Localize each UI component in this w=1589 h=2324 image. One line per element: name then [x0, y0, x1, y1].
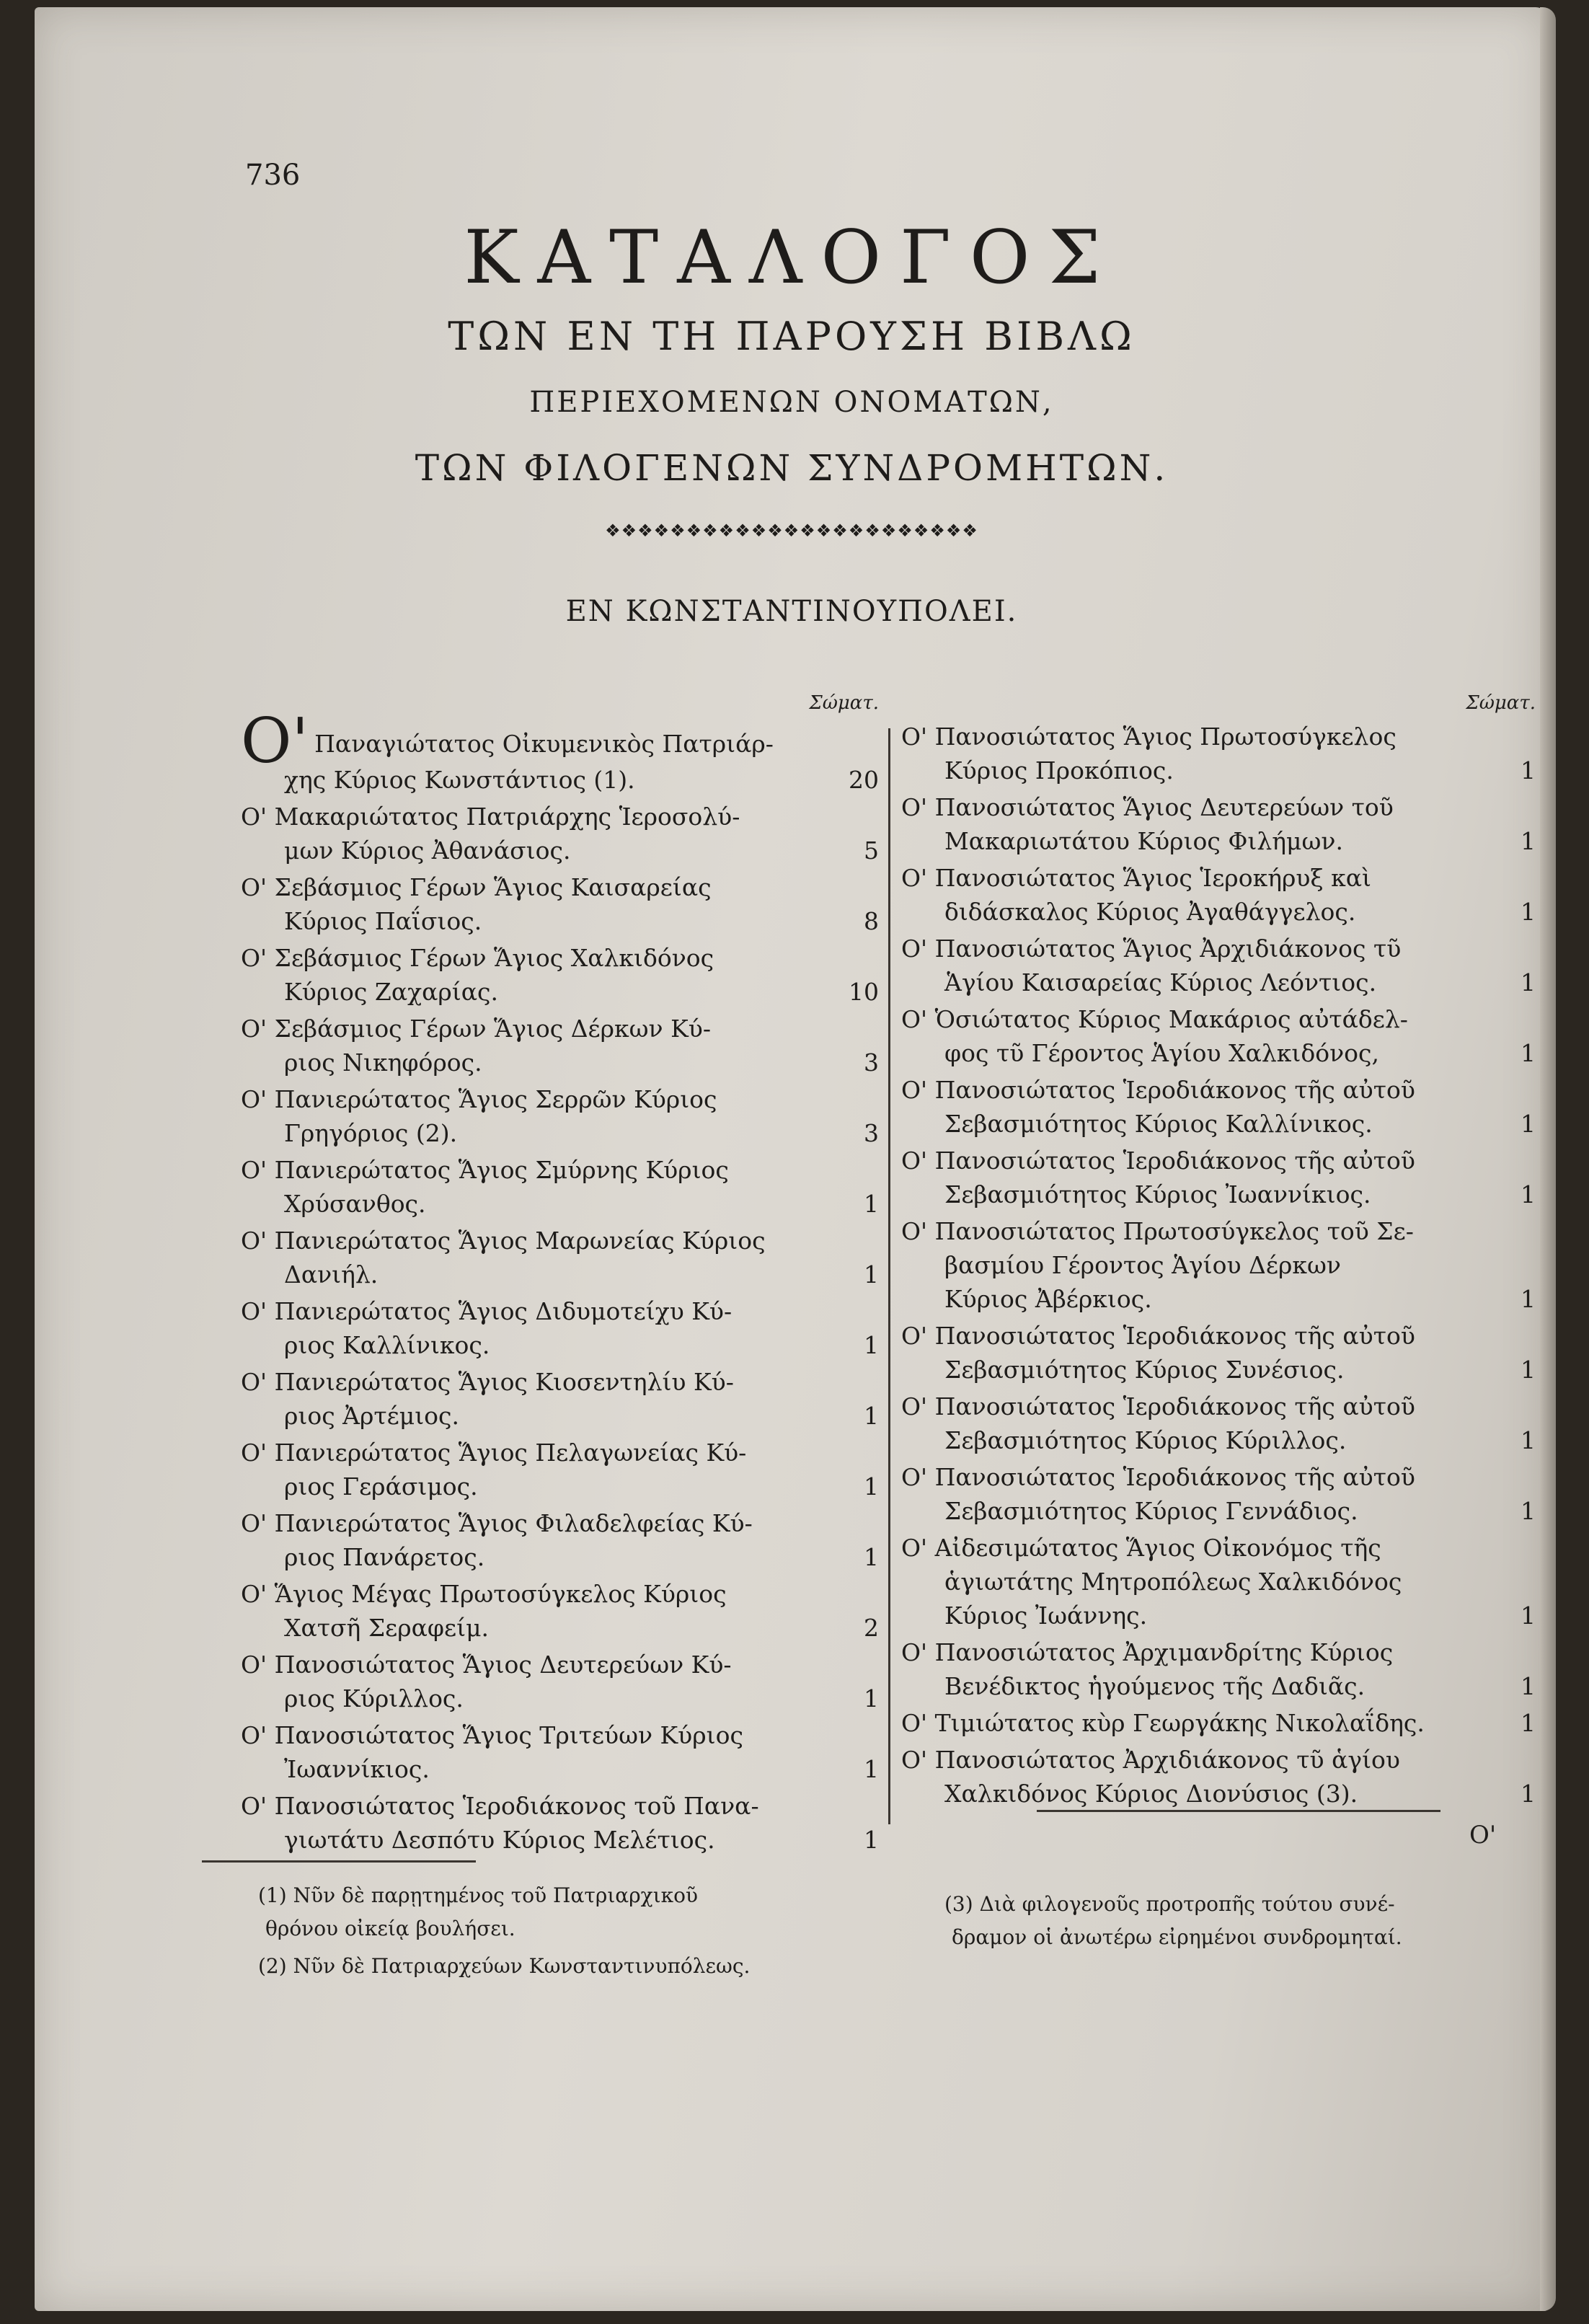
volume-count: 1: [864, 1684, 879, 1713]
entry-line-2: Σεβασμιότητος Κύριος Γεννάδιος.: [944, 1497, 1358, 1525]
footnote-1-line-2: θρόνου οἰκείᾳ βουλήσει.: [265, 1917, 515, 1940]
catchword: Ο': [1469, 1821, 1497, 1850]
ornament-rule: ❖❖❖❖❖❖❖❖❖❖❖❖❖❖❖❖❖❖❖❖❖❖❖: [605, 521, 978, 541]
right-column-end-rule: [1037, 1810, 1440, 1812]
entry: [241, 1789, 879, 1857]
entry: [241, 800, 879, 867]
entry: [901, 1073, 1536, 1141]
entry-line-1: [241, 705, 879, 777]
entry: [241, 705, 879, 797]
entry-line-1: Ο' Μακαριώτατος Πατριάρχης Ἱεροσολύ-: [241, 803, 740, 831]
volume-count: 10: [849, 978, 879, 1006]
footnote-1: [258, 1879, 698, 1945]
title-line-3: ΠΕΡΙΕΧΟΜΕΝΩΝ ΟΝΟΜΑΤΩΝ,: [529, 386, 1054, 419]
footnote-3-line-1: (3) Διὰ φιλογενοῦς προτροπῆς τούτου συνέ-: [944, 1892, 1395, 1916]
entry-text: Παναγιώτατος Οἰκυμενικὸς Πατριάρ-: [314, 730, 774, 758]
volume-count: 1: [1521, 827, 1536, 855]
volume-count: 1: [1521, 1285, 1536, 1313]
entry: [241, 1718, 879, 1786]
entry-line-2: φος τῦ Γέροντος Ἁγίου Χαλκιδόνος,: [944, 1039, 1379, 1067]
volume-count: 8: [864, 907, 879, 935]
entry-line-2: Κύριος Ζαχαρίας.: [284, 978, 498, 1006]
entry-line-2: γιωτάτυ Δεσπότυ Κύριος Μελέτιος.: [284, 1826, 715, 1854]
entry-line-1: Ο' Ὁσιώτατος Κύριος Μακάριος αὐτάδελ-: [901, 1005, 1408, 1033]
volume-count: 1: [1521, 1110, 1536, 1138]
entry-line-2: Σεβασμιότητος Κύριος Συνέσιος.: [944, 1356, 1345, 1384]
entry-line-1: Ο' Σεβάσμιος Γέρων Ἅγιος Καισαρείας: [241, 873, 712, 901]
entry-line-1: Ο' Πανοσιώτατος Ἱεροδιάκονος τῆς αὐτοῦ: [901, 1322, 1415, 1350]
entry: [241, 1224, 879, 1291]
entry-line-1: Ο' Πανοσιώτατος Ἅγιος Ἱεροκήρυξ καὶ: [901, 864, 1371, 892]
entry-line-1: Ο' Τιμιώτατος κὺρ Γεωργάκης Νικολαΐδης.: [901, 1709, 1425, 1737]
entry-line-2: Σεβασμιότητος Κύριος Καλλίνικος.: [944, 1110, 1373, 1138]
entry-line-2: Ἰωαννίκιος.: [284, 1755, 430, 1783]
entry-line-1: Ο' Πανοσιώτατος Ἅγιος Πρωτοσύγκελος: [901, 723, 1397, 751]
entry-line-2: χης Κύριος Κωνστάντιος (1).: [284, 766, 635, 794]
column-header-right: Σώματ.: [1466, 692, 1536, 714]
entry-line-1: Ο' Σεβάσμιος Γέρων Ἅγιος Δέρκων Κύ-: [241, 1015, 711, 1043]
entry-line-1: Ο' Πανοσιώτατος Ἱεροδιάκονος τῆς αὐτοῦ: [901, 1392, 1415, 1421]
volume-count: 1: [1521, 1356, 1536, 1384]
volume-count: 1: [1521, 1601, 1536, 1630]
column-header-left: Σώματ.: [809, 692, 879, 714]
section-heading: ΕΝ ΚΩΝΣΤΑΝΤΙΝΟΥΠΟΛΕΙ.: [565, 595, 1018, 628]
volume-count: 5: [864, 836, 879, 865]
entry: [241, 1506, 879, 1574]
entry: [901, 1002, 1536, 1070]
page-number: 736: [245, 159, 301, 192]
entry: [241, 941, 879, 1009]
entry-line-1: Ο' Πανοσιώτατος Ἱεροδιάκονος τῆς αὐτοῦ: [901, 1146, 1415, 1175]
entry-line-1: Ο' Πανοσιώτατος Ἅγιος Δευτερεύων τοῦ: [901, 793, 1394, 821]
volume-count: 1: [1521, 1180, 1536, 1209]
entry-line-1: Ο' Πανιερώτατος Ἅγιος Σμύρνης Κύριος: [241, 1156, 729, 1184]
title-line-1: ΚΑΤΑΛΟΓΟΣ: [464, 215, 1120, 301]
volume-count: 1: [864, 1190, 879, 1218]
volume-count: 1: [1521, 968, 1536, 997]
volume-count: 1: [864, 1260, 879, 1289]
entry-line-3: Κύριος Ἀβέρκιος.: [944, 1285, 1152, 1313]
entry-line-1: Ο' Πανοσιώτατος Ἅγιος Ἀρχιδιάκονος τῦ: [901, 935, 1402, 963]
entry: [241, 1153, 879, 1221]
title-line-2: ΤΩΝ ΕΝ ΤΗ ΠΑΡΟΥΣΗ ΒΙΒΛΩ: [448, 314, 1136, 359]
entry: [241, 1577, 879, 1645]
entry: [901, 1531, 1536, 1632]
entry-line-2: Χαλκιδόνος Κύριος Διονύσιος (3).: [944, 1780, 1358, 1808]
entry-line-1: Ο' Ἅγιος Μέγας Πρωτοσύγκελος Κύριος: [241, 1580, 727, 1608]
entry-line-2: Χατσῆ Σεραφείμ.: [284, 1614, 490, 1642]
entry-line-2: βασμίου Γέροντος Ἁγίου Δέρκων: [944, 1251, 1341, 1279]
entry-line-1: Ο' Πανοσιώτατος Ἅγιος Δευτερεύων Κύ-: [241, 1651, 732, 1679]
volume-count: 3: [864, 1119, 879, 1147]
entry-line-2: Σεβασμιότητος Κύριος Ἰωαννίκιος.: [944, 1180, 1371, 1209]
volume-count: 1: [864, 1331, 879, 1359]
volume-count: 1: [1521, 1709, 1536, 1737]
entry-line-2: Μακαριωτάτου Κύριος Φιλήμων.: [944, 827, 1343, 855]
entry: [901, 1214, 1536, 1316]
entry-line-1: Ο' Πανοσιώτατος Ἅγιος Τριτεύων Κύριος: [241, 1721, 743, 1749]
entry-line-1: Ο' Πανιερώτατος Ἅγιος Μαρωνείας Κύριος: [241, 1227, 766, 1255]
volume-count: 1: [1521, 898, 1536, 926]
footnote-3-line-2: δραμον οἱ ἀνωτέρω εἰρημένοι συνδρομηταί.: [952, 1925, 1402, 1949]
entry-line-2: ριος Γεράσιμος.: [284, 1472, 478, 1501]
volume-count: 1: [1521, 1426, 1536, 1454]
entry-line-2: διδάσκαλος Κύριος Ἀγαθάγγελος.: [944, 898, 1356, 926]
entry-line-2: ριος Νικηφόρος.: [284, 1048, 482, 1077]
volume-count: 1: [1521, 1039, 1536, 1067]
footnote-1-line-1: (1) Νῦν δὲ παρῃτημένος τοῦ Πατριαρχικοῦ: [258, 1883, 698, 1907]
entry: [901, 932, 1536, 999]
left-column: [241, 692, 879, 1860]
footnote-rule: [202, 1860, 476, 1863]
entry-line-2: Δανιήλ.: [284, 1260, 379, 1289]
entry-line-2: Βενέδικτος ἡγούμενος τῆς Δαδιᾶς.: [944, 1672, 1366, 1700]
entry-line-2: ριος Καλλίνικος.: [284, 1331, 490, 1359]
volume-count: 1: [1521, 1780, 1536, 1808]
volume-count: 1: [864, 1543, 879, 1571]
column-divider: [888, 728, 890, 1824]
entry: [901, 1743, 1536, 1811]
entry: [901, 1389, 1536, 1457]
entry-line-1: Ο' Πανιερώτατος Ἅγιος Φιλαδελφείας Κύ-: [241, 1509, 753, 1537]
entry-line-1: Ο' Πανοσιώτατος Ἀρχιδιάκονος τῦ ἁγίου: [901, 1746, 1400, 1774]
entry: [241, 1082, 879, 1150]
entry-line-2: ριος Πανάρετος.: [284, 1543, 485, 1571]
footnote-3: [944, 1888, 1402, 1954]
entry: [241, 1012, 879, 1079]
entry-line-2: ἁγιωτάτης Μητροπόλεως Χαλκιδόνος: [944, 1568, 1402, 1596]
entry-line-2: Κύριος Παΐσιος.: [284, 907, 482, 935]
entry-line-1: Ο' Πανοσιώτατος Ἀρχιμανδρίτης Κύριος: [901, 1638, 1394, 1666]
entry: [901, 1635, 1536, 1703]
volume-count: 1: [1521, 1497, 1536, 1525]
entry: [901, 720, 1536, 787]
entry: [901, 861, 1536, 929]
entry: [241, 1365, 879, 1433]
entry-line-1: Ο' Πανοσιώτατος Ἱεροδιάκονος τῆς αὐτοῦ: [901, 1463, 1415, 1491]
entry-line-1: Ο' Σεβάσμιος Γέρων Ἅγιος Χαλκιδόνος: [241, 944, 714, 972]
entry-line-1: Ο' Πανοσιώτατος Πρωτοσύγκελος τοῦ Σε-: [901, 1217, 1414, 1245]
entry-line-1: Ο' Πανοσιώτατος Ἱεροδιάκονος τῆς αὐτοῦ: [901, 1076, 1415, 1104]
entry-line-1: Ο' Αἰδεσιμώτατος Ἅγιος Οἰκονόμος τῆς: [901, 1534, 1381, 1562]
entry: [901, 1706, 1536, 1740]
entry-line-2: Ἁγίου Καισαρείας Κύριος Λεόντιος.: [944, 968, 1377, 997]
entry-line-2: μων Κύριος Ἀθανάσιος.: [284, 836, 571, 865]
entry: [901, 1144, 1536, 1211]
volume-count: 1: [1521, 1672, 1536, 1700]
footnote-2: (2) Νῦν δὲ Πατριαρχεύων Κωνσταντινυπόλεως.: [258, 1954, 751, 1978]
entry: [901, 1460, 1536, 1528]
volume-count: 1: [864, 1402, 879, 1430]
entry-line-1: Ο' Πανιερώτατος Ἅγιος Πελαγωνείας Κύ-: [241, 1439, 747, 1467]
volume-count: 2: [864, 1614, 879, 1642]
volume-count: 1: [1521, 756, 1536, 785]
entry-line-2: ριος Κύριλλος.: [284, 1684, 464, 1713]
entry: [241, 1294, 879, 1362]
entry: [241, 870, 879, 938]
entry-line-1: Ο' Πανιερώτατος Ἅγιος Κιοσεντηλίυ Κύ-: [241, 1368, 734, 1396]
entry-line-1: Ο' Πανιερώτατος Ἅγιος Σερρῶν Κύριος: [241, 1085, 717, 1113]
entry-line-2: Κύριος Προκόπιος.: [944, 756, 1174, 785]
drop-cap: Ο': [241, 705, 309, 777]
volume-count: 3: [864, 1048, 879, 1077]
entry-line-1: Ο' Πανιερώτατος Ἅγιος Διδυμοτείχυ Κύ-: [241, 1297, 732, 1325]
entry-line-2: Γρηγόριος (2).: [284, 1119, 458, 1147]
entry-line-2: Χρύσανθος.: [284, 1190, 426, 1218]
entry-line-2: ριος Ἀρτέμιος.: [284, 1402, 459, 1430]
right-column: [901, 692, 1536, 1813]
entry-line-1: Ο' Πανοσιώτατος Ἱεροδιάκονος τοῦ Πανα-: [241, 1792, 759, 1820]
entry-line-3: Κύριος Ἰωάννης.: [944, 1601, 1148, 1630]
entry: [901, 790, 1536, 858]
volume-count: 1: [864, 1755, 879, 1783]
entry: [241, 1436, 879, 1503]
volume-count: 20: [849, 766, 879, 794]
volume-count: 1: [864, 1826, 879, 1854]
title-line-4: ΤΩΝ ΦΙΛΟΓΕΝΩΝ ΣΥΝΔΡΟΜΗΤΩΝ.: [415, 447, 1169, 489]
book-page: [35, 7, 1549, 2311]
entry: [241, 1648, 879, 1715]
entry: [901, 1319, 1536, 1387]
entry-line-2: Σεβασμιότητος Κύριος Κύριλλος.: [944, 1426, 1347, 1454]
volume-count: 1: [864, 1472, 879, 1501]
